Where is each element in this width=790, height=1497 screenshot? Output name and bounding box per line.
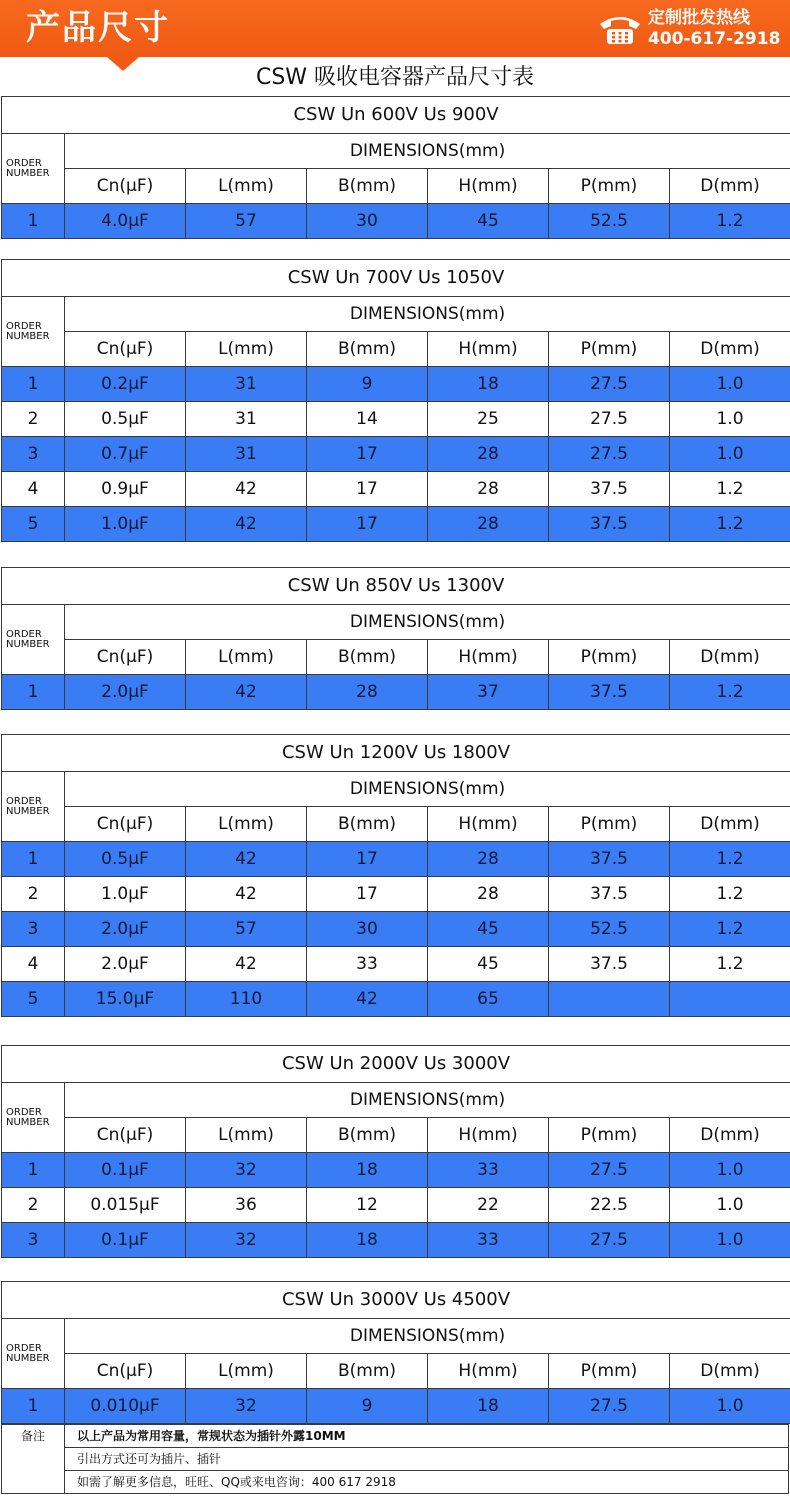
dimensions-header-row [2,605,790,640]
table-row [2,437,790,472]
column-header-row [2,640,790,675]
table-cell: 65 [428,982,549,1017]
table-cell: 33 [307,947,428,982]
table-cell: 4 [2,947,65,982]
dimensions-header-row [2,134,790,169]
table-cell: 28 [307,675,428,710]
table-cell: 2.0μF [65,912,186,947]
table-cell: 2 [2,877,65,912]
table-row [2,877,790,912]
table-cell: 0.2μF [65,367,186,402]
table-cell: 2 [2,1188,65,1223]
table-cell: 9 [307,367,428,402]
table-cell: 1.0 [670,437,790,472]
table-cell: 22 [428,1188,549,1223]
table-cell: 18 [307,1223,428,1258]
table-title-row [2,735,790,772]
dimensions-header: DIMENSIONS(mm) [65,134,790,169]
table-title: CSW Un 600V Us 900V [2,97,790,134]
table-cell: 1 [2,204,65,239]
table-cell: 27.5 [549,1153,670,1188]
column-header: P(mm) [549,640,670,675]
table-cell: 0.1μF [65,1153,186,1188]
table-cell: 1.2 [670,947,790,982]
table-cell: 1.2 [670,507,790,542]
table-row [2,1389,790,1424]
document-title: CSW 吸收电容器产品尺寸表 [255,65,535,90]
dimension-table [1,567,790,710]
table-cell: 0.010μF [65,1389,186,1424]
table-cell: 32 [186,1223,307,1258]
table-cell: 32 [186,1389,307,1424]
table-cell: 1.2 [670,675,790,710]
column-header: P(mm) [549,332,670,367]
table-cell [549,982,670,1017]
table-row [2,947,790,982]
table-cell: 1.0μF [65,507,186,542]
table-cell: 0.9μF [65,472,186,507]
column-header: Cn(μF) [65,640,186,675]
table-cell: 42 [186,877,307,912]
table-cell: 12 [307,1188,428,1223]
column-header: Cn(μF) [65,807,186,842]
table-cell: 30 [307,912,428,947]
dimensions-header-row [2,772,790,807]
table-cell: 5 [2,982,65,1017]
table-cell: 2.0μF [65,947,186,982]
table-cell: 3 [2,912,65,947]
table-row [2,912,790,947]
table-cell: 27.5 [549,437,670,472]
dimension-table [1,1281,790,1424]
table-row [2,472,790,507]
column-header: P(mm) [549,169,670,204]
table-cell: 52.5 [549,912,670,947]
table-cell: 1.2 [670,912,790,947]
note-line: 引出方式还可为插片、插针 [65,1448,789,1471]
notes-row [2,1471,789,1494]
table-cell: 0.015μF [65,1188,186,1223]
dimensions-header: DIMENSIONS(mm) [65,1083,790,1118]
table-cell: 31 [186,402,307,437]
table-cell: 42 [186,947,307,982]
table-cell: 17 [307,472,428,507]
table-row [2,1188,790,1223]
dimensions-header-row [2,1319,790,1354]
table-cell: 0.7μF [65,437,186,472]
order-number-header: ORDER NUMBER [2,1083,65,1153]
table-cell: 9 [307,1389,428,1424]
column-header: L(mm) [186,169,307,204]
table-cell: 42 [186,507,307,542]
column-header: B(mm) [307,332,428,367]
column-header: H(mm) [428,640,549,675]
table-cell: 4 [2,472,65,507]
table-cell: 1.2 [670,472,790,507]
table-cell: 37.5 [549,507,670,542]
table-title-row [2,1046,790,1083]
table-row [2,204,790,239]
table-cell: 33 [428,1223,549,1258]
column-header: Cn(μF) [65,1118,186,1153]
table-cell: 42 [186,675,307,710]
table-cell: 1 [2,367,65,402]
column-header: D(mm) [670,169,790,204]
column-header: D(mm) [670,1354,790,1389]
column-header: H(mm) [428,807,549,842]
column-header: L(mm) [186,1354,307,1389]
column-header: H(mm) [428,332,549,367]
table-cell: 1.0 [670,1188,790,1223]
table-cell: 42 [307,982,428,1017]
table-cell: 42 [186,842,307,877]
notes-row [2,1448,789,1471]
table-cell: 37.5 [549,947,670,982]
table-cell: 57 [186,204,307,239]
table-cell: 52.5 [549,204,670,239]
dimensions-header: DIMENSIONS(mm) [65,772,790,807]
table-cell: 37.5 [549,472,670,507]
column-header: H(mm) [428,1118,549,1153]
table-cell: 1.0 [670,1153,790,1188]
column-header: L(mm) [186,1118,307,1153]
table-cell: 28 [428,472,549,507]
table-cell: 3 [2,437,65,472]
table-cell: 27.5 [549,367,670,402]
table-row [2,367,790,402]
table-cell: 4.0μF [65,204,186,239]
table-cell: 28 [428,437,549,472]
column-header: B(mm) [307,1118,428,1153]
column-header: H(mm) [428,169,549,204]
column-header-row [2,332,790,367]
column-header: D(mm) [670,332,790,367]
table-cell: 2 [2,402,65,437]
table-cell: 27.5 [549,1389,670,1424]
table-row [2,402,790,437]
table-cell: 1 [2,842,65,877]
table-cell: 36 [186,1188,307,1223]
table-cell: 1.2 [670,877,790,912]
table-row [2,982,790,1017]
table-cell: 17 [307,842,428,877]
table-cell: 0.5μF [65,842,186,877]
column-header: L(mm) [186,332,307,367]
table-cell: 37 [428,675,549,710]
dimensions-header: DIMENSIONS(mm) [65,605,790,640]
table-row [2,1223,790,1258]
table-cell: 37.5 [549,877,670,912]
telephone-icon [598,12,642,46]
table-cell: 2.0μF [65,675,186,710]
column-header: L(mm) [186,807,307,842]
dimension-table [1,259,790,542]
table-cell: 0.5μF [65,402,186,437]
table-cell: 0.1μF [65,1223,186,1258]
hotline-label: 定制批发热线 [648,8,750,28]
dimensions-header-row [2,1083,790,1118]
table-title-row [2,568,790,605]
dimensions-header: DIMENSIONS(mm) [65,297,790,332]
dimensions-header: DIMENSIONS(mm) [65,1319,790,1354]
table-cell: 1.0μF [65,877,186,912]
column-header: H(mm) [428,1354,549,1389]
order-number-header: ORDER NUMBER [2,297,65,367]
table-cell: 3 [2,1223,65,1258]
table-title: CSW Un 1200V Us 1800V [2,735,790,772]
table-cell: 30 [307,204,428,239]
table-cell: 22.5 [549,1188,670,1223]
table-cell: 1.0 [670,402,790,437]
table-cell: 37.5 [549,842,670,877]
table-cell: 17 [307,507,428,542]
table-title-row [2,1282,790,1319]
order-number-header: ORDER NUMBER [2,134,65,204]
table-cell: 17 [307,877,428,912]
order-number-header: ORDER NUMBER [2,1319,65,1389]
column-header: B(mm) [307,640,428,675]
dimension-table [1,96,790,239]
table-cell: 15.0μF [65,982,186,1017]
table-title: CSW Un 3000V Us 4500V [2,1282,790,1319]
column-header: L(mm) [186,640,307,675]
notes-label: 备注 [2,1425,65,1494]
column-header: D(mm) [670,807,790,842]
table-title-row [2,260,790,297]
column-header: B(mm) [307,169,428,204]
header-title: 产品尺寸 [26,8,170,48]
table-cell: 110 [186,982,307,1017]
column-header: B(mm) [307,1354,428,1389]
table-cell: 1 [2,1153,65,1188]
table-cell: 1.2 [670,204,790,239]
table-cell: 1 [2,675,65,710]
hotline-phone: 400-617-2918 [648,29,781,49]
column-header: Cn(μF) [65,169,186,204]
table-cell: 1.0 [670,1223,790,1258]
column-header: B(mm) [307,807,428,842]
column-header: Cn(μF) [65,1354,186,1389]
column-header: Cn(μF) [65,332,186,367]
table-cell: 18 [428,1389,549,1424]
table-cell: 1 [2,1389,65,1424]
column-header: P(mm) [549,807,670,842]
table-title: CSW Un 850V Us 1300V [2,568,790,605]
dimensions-header-row [2,297,790,332]
table-cell: 25 [428,402,549,437]
table-cell: 45 [428,912,549,947]
table-title: CSW Un 700V Us 1050V [2,260,790,297]
dimension-table [1,734,790,1017]
column-header-row [2,1118,790,1153]
order-number-header: ORDER NUMBER [2,605,65,675]
table-cell: 1.0 [670,1389,790,1424]
table-cell: 17 [307,437,428,472]
note-line: 如需了解更多信息，旺旺、QQ或来电咨询：400 617 2918 [65,1471,789,1494]
table-row [2,507,790,542]
note-line: 以上产品为常用容量，常规状态为插针外露10MM [65,1425,789,1448]
table-row [2,842,790,877]
table-cell: 33 [428,1153,549,1188]
column-header: P(mm) [549,1118,670,1153]
notes-row [2,1425,789,1448]
column-header-row [2,169,790,204]
table-title: CSW Un 2000V Us 3000V [2,1046,790,1083]
table-cell: 31 [186,367,307,402]
column-header: D(mm) [670,640,790,675]
table-cell: 14 [307,402,428,437]
table-cell: 42 [186,472,307,507]
table-cell: 28 [428,842,549,877]
table-row [2,1153,790,1188]
table-cell: 28 [428,877,549,912]
table-cell: 27.5 [549,1223,670,1258]
table-title-row [2,97,790,134]
table-cell: 1.0 [670,367,790,402]
notes-table [1,1424,789,1494]
table-cell: 18 [428,367,549,402]
table-cell: 27.5 [549,402,670,437]
column-header-row [2,807,790,842]
order-number-header: ORDER NUMBER [2,772,65,842]
table-cell: 1.2 [670,842,790,877]
table-cell: 18 [307,1153,428,1188]
column-header-row [2,1354,790,1389]
table-cell: 57 [186,912,307,947]
table-cell: 28 [428,507,549,542]
table-cell: 37.5 [549,675,670,710]
table-cell: 45 [428,947,549,982]
dimension-table [1,1045,790,1258]
column-header: P(mm) [549,1354,670,1389]
table-cell: 5 [2,507,65,542]
table-cell [670,982,790,1017]
table-cell: 32 [186,1153,307,1188]
table-cell: 45 [428,204,549,239]
column-header: D(mm) [670,1118,790,1153]
table-cell: 31 [186,437,307,472]
table-row [2,675,790,710]
